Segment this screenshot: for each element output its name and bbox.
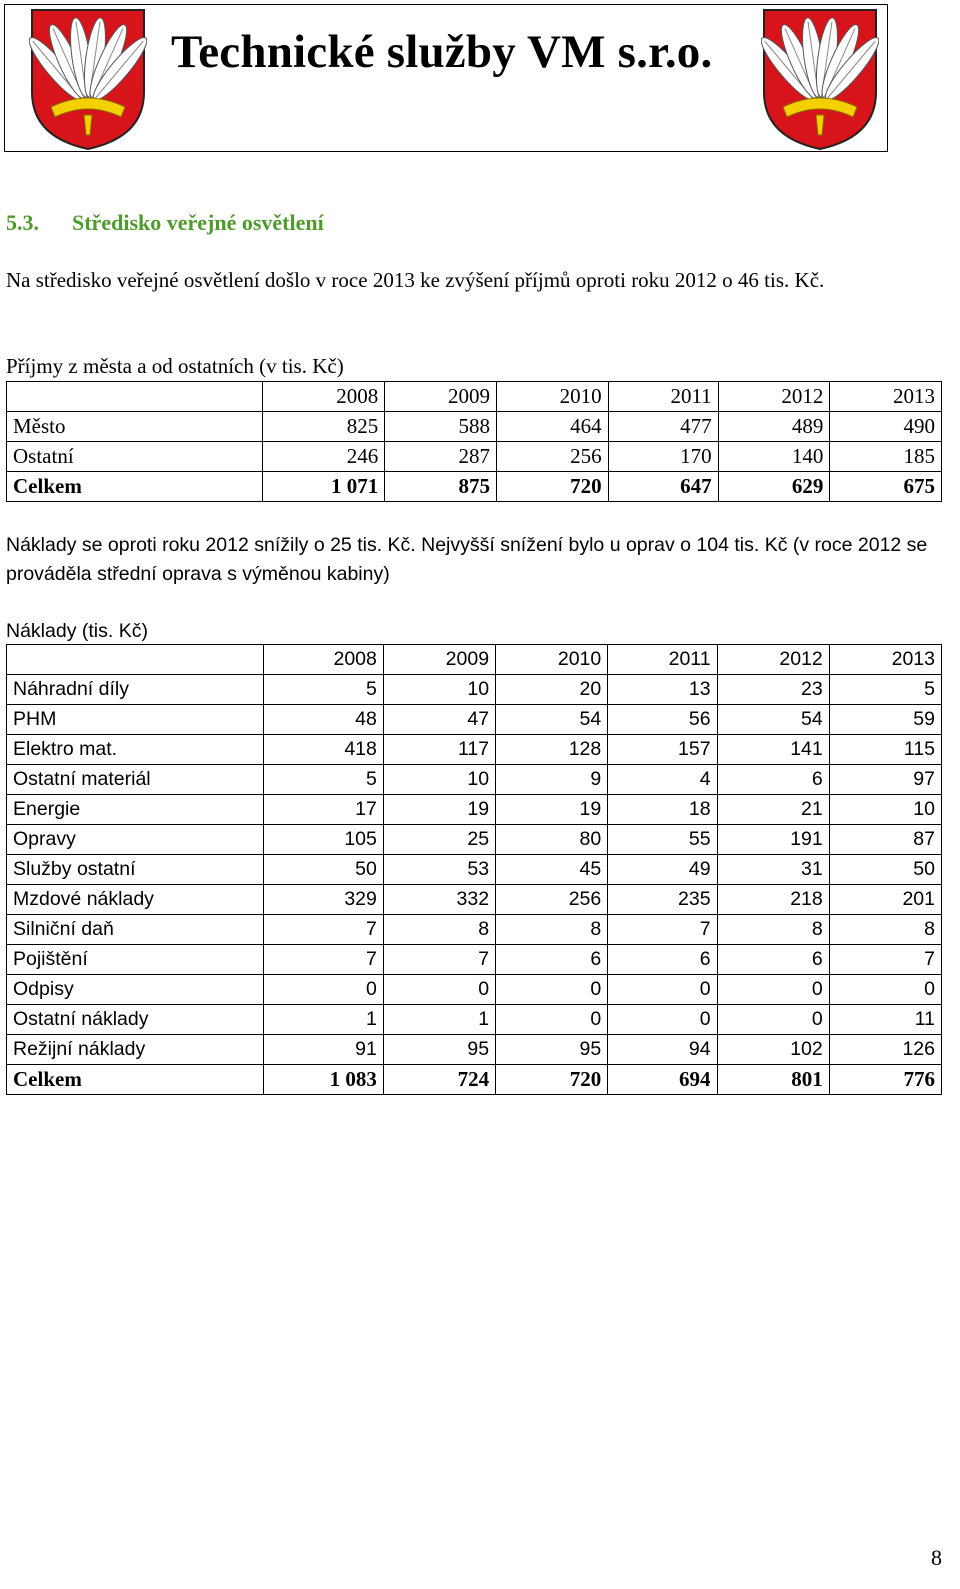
coat-of-arms-icon: [761, 7, 879, 152]
value-cell: 5: [264, 675, 384, 705]
table-header-row: [7, 645, 942, 675]
value-cell: 8: [383, 915, 495, 945]
value-cell: 1 083: [264, 1065, 384, 1095]
value-cell: 23: [717, 675, 829, 705]
value-cell: 235: [608, 885, 717, 915]
value-cell: 55: [608, 825, 717, 855]
table-header-row: [7, 382, 942, 412]
value-cell: 13: [608, 675, 717, 705]
year-header-cell: 2012: [717, 645, 829, 675]
value-cell: 477: [608, 412, 718, 442]
row-label-cell: Ostatní náklady: [7, 1005, 264, 1035]
value-cell: 825: [263, 412, 385, 442]
value-cell: 0: [717, 1005, 829, 1035]
year-header-cell: 2011: [608, 645, 717, 675]
value-cell: 490: [830, 412, 942, 442]
value-cell: 11: [829, 1005, 941, 1035]
table-row: [7, 735, 942, 765]
value-cell: 256: [496, 885, 608, 915]
table-row: [7, 412, 942, 442]
value-cell: 54: [496, 705, 608, 735]
value-cell: 18: [608, 795, 717, 825]
table-corner-cell: [7, 645, 264, 675]
value-cell: 47: [383, 705, 495, 735]
year-header-cell: 2009: [385, 382, 497, 412]
value-cell: 6: [608, 945, 717, 975]
total-row: [7, 1065, 942, 1095]
income-table: [6, 381, 942, 502]
table-row: [7, 885, 942, 915]
table-row: [7, 915, 942, 945]
coat-of-arms-icon: [29, 7, 147, 152]
row-label-cell: Energie: [7, 795, 264, 825]
table-row: [7, 765, 942, 795]
value-cell: 87: [829, 825, 941, 855]
value-cell: 117: [383, 735, 495, 765]
value-cell: 5: [829, 675, 941, 705]
table-row: [7, 945, 942, 975]
value-cell: 45: [496, 855, 608, 885]
value-cell: 720: [496, 472, 608, 502]
row-label-cell: Opravy: [7, 825, 264, 855]
total-row: [7, 472, 942, 502]
row-label-cell: Režijní náklady: [7, 1035, 264, 1065]
value-cell: 489: [718, 412, 830, 442]
year-header-cell: 2011: [608, 382, 718, 412]
value-cell: 875: [385, 472, 497, 502]
income-caption: Příjmy z města a od ostatních (v tis. Kč): [6, 354, 344, 378]
value-cell: 31: [717, 855, 829, 885]
value-cell: 464: [496, 412, 608, 442]
intro-paragraph: Na středisko veřejné osvětlení došlo v roce 2013 ke zvýšení příjmů oproti roku 2012 o 46 tis. Kč.: [6, 268, 825, 292]
value-cell: 10: [829, 795, 941, 825]
value-cell: 418: [264, 735, 384, 765]
table-corner-cell: [7, 382, 263, 412]
value-cell: 332: [383, 885, 495, 915]
row-label-cell: Náhradní díly: [7, 675, 264, 705]
row-label-cell: Celkem: [7, 1065, 264, 1095]
value-cell: 17: [264, 795, 384, 825]
value-cell: 95: [496, 1035, 608, 1065]
value-cell: 675: [830, 472, 942, 502]
value-cell: 126: [829, 1035, 941, 1065]
value-cell: 128: [496, 735, 608, 765]
value-cell: 0: [717, 975, 829, 1005]
row-label-cell: Služby ostatní: [7, 855, 264, 885]
page-header: [4, 4, 888, 152]
value-cell: 0: [496, 1005, 608, 1035]
header-title: Technické služby VM s.r.o.: [171, 26, 713, 78]
costs-caption: Náklady (tis. Kč): [6, 620, 148, 642]
value-cell: 50: [829, 855, 941, 885]
value-cell: 21: [717, 795, 829, 825]
section-number: 5.3.: [6, 210, 39, 235]
value-cell: 1: [383, 1005, 495, 1035]
value-cell: 8: [829, 915, 941, 945]
value-cell: 53: [383, 855, 495, 885]
year-header-cell: 2008: [263, 382, 385, 412]
section-heading: [6, 210, 324, 236]
value-cell: 7: [264, 915, 384, 945]
value-cell: 0: [608, 975, 717, 1005]
value-cell: 7: [608, 915, 717, 945]
value-cell: 48: [264, 705, 384, 735]
value-cell: 80: [496, 825, 608, 855]
value-cell: 694: [608, 1065, 717, 1095]
year-header-cell: 2013: [830, 382, 942, 412]
value-cell: 287: [385, 442, 497, 472]
value-cell: 8: [496, 915, 608, 945]
value-cell: 102: [717, 1035, 829, 1065]
value-cell: 801: [717, 1065, 829, 1095]
value-cell: 9: [496, 765, 608, 795]
table-row: [7, 1035, 942, 1065]
row-label-cell: Ostatní: [7, 442, 263, 472]
table-row: [7, 705, 942, 735]
year-header-cell: 2010: [496, 645, 608, 675]
table-row: [7, 855, 942, 885]
value-cell: 629: [718, 472, 830, 502]
value-cell: 94: [608, 1035, 717, 1065]
value-cell: 105: [264, 825, 384, 855]
value-cell: 6: [496, 945, 608, 975]
row-label-cell: Odpisy: [7, 975, 264, 1005]
value-cell: 49: [608, 855, 717, 885]
row-label-cell: Mzdové náklady: [7, 885, 264, 915]
value-cell: 20: [496, 675, 608, 705]
value-cell: 19: [496, 795, 608, 825]
table-row: [7, 675, 942, 705]
value-cell: 7: [383, 945, 495, 975]
value-cell: 588: [385, 412, 497, 442]
value-cell: 5: [264, 765, 384, 795]
value-cell: 6: [717, 945, 829, 975]
value-cell: 329: [264, 885, 384, 915]
value-cell: 97: [829, 765, 941, 795]
value-cell: 19: [383, 795, 495, 825]
value-cell: 1 071: [263, 472, 385, 502]
costs-table: [6, 644, 942, 1095]
year-header-cell: 2012: [718, 382, 830, 412]
table-row: [7, 975, 942, 1005]
table-row: [7, 1005, 942, 1035]
row-label-cell: PHM: [7, 705, 264, 735]
table-row: [7, 795, 942, 825]
value-cell: 141: [717, 735, 829, 765]
value-cell: 157: [608, 735, 717, 765]
value-cell: 170: [608, 442, 718, 472]
year-header-cell: 2013: [829, 645, 941, 675]
value-cell: 25: [383, 825, 495, 855]
page-number: 8: [931, 1545, 942, 1570]
costs-paragraph: Náklady se oproti roku 2012 snížily o 25 tis. Kč. Nejvyšší snížení bylo u oprav o 104 tis. Kč (v roce 2012 se prováděla střední oprava s výměnou kabiny): [6, 534, 928, 585]
value-cell: 6: [717, 765, 829, 795]
value-cell: 8: [717, 915, 829, 945]
row-label-cell: Pojištění: [7, 945, 264, 975]
row-label-cell: Elektro mat.: [7, 735, 264, 765]
value-cell: 4: [608, 765, 717, 795]
value-cell: 0: [383, 975, 495, 1005]
row-label-cell: Ostatní materiál: [7, 765, 264, 795]
section-title: Středisko veřejné osvětlení: [72, 210, 324, 235]
table-row: [7, 442, 942, 472]
value-cell: 191: [717, 825, 829, 855]
table-row: [7, 825, 942, 855]
value-cell: 95: [383, 1035, 495, 1065]
value-cell: 54: [717, 705, 829, 735]
value-cell: 7: [264, 945, 384, 975]
row-label-cell: Silniční daň: [7, 915, 264, 945]
value-cell: 0: [264, 975, 384, 1005]
value-cell: 776: [829, 1065, 941, 1095]
value-cell: 647: [608, 472, 718, 502]
value-cell: 724: [383, 1065, 495, 1095]
year-header-cell: 2010: [496, 382, 608, 412]
value-cell: 185: [830, 442, 942, 472]
value-cell: 0: [496, 975, 608, 1005]
value-cell: 10: [383, 675, 495, 705]
value-cell: 140: [718, 442, 830, 472]
value-cell: 7: [829, 945, 941, 975]
year-header-cell: 2008: [264, 645, 384, 675]
value-cell: 10: [383, 765, 495, 795]
value-cell: 256: [496, 442, 608, 472]
value-cell: 91: [264, 1035, 384, 1065]
value-cell: 0: [829, 975, 941, 1005]
value-cell: 56: [608, 705, 717, 735]
value-cell: 720: [496, 1065, 608, 1095]
value-cell: 246: [263, 442, 385, 472]
row-label-cell: Město: [7, 412, 263, 442]
value-cell: 218: [717, 885, 829, 915]
year-header-cell: 2009: [383, 645, 495, 675]
value-cell: 115: [829, 735, 941, 765]
value-cell: 59: [829, 705, 941, 735]
row-label-cell: Celkem: [7, 472, 263, 502]
value-cell: 50: [264, 855, 384, 885]
value-cell: 201: [829, 885, 941, 915]
value-cell: 1: [264, 1005, 384, 1035]
value-cell: 0: [608, 1005, 717, 1035]
